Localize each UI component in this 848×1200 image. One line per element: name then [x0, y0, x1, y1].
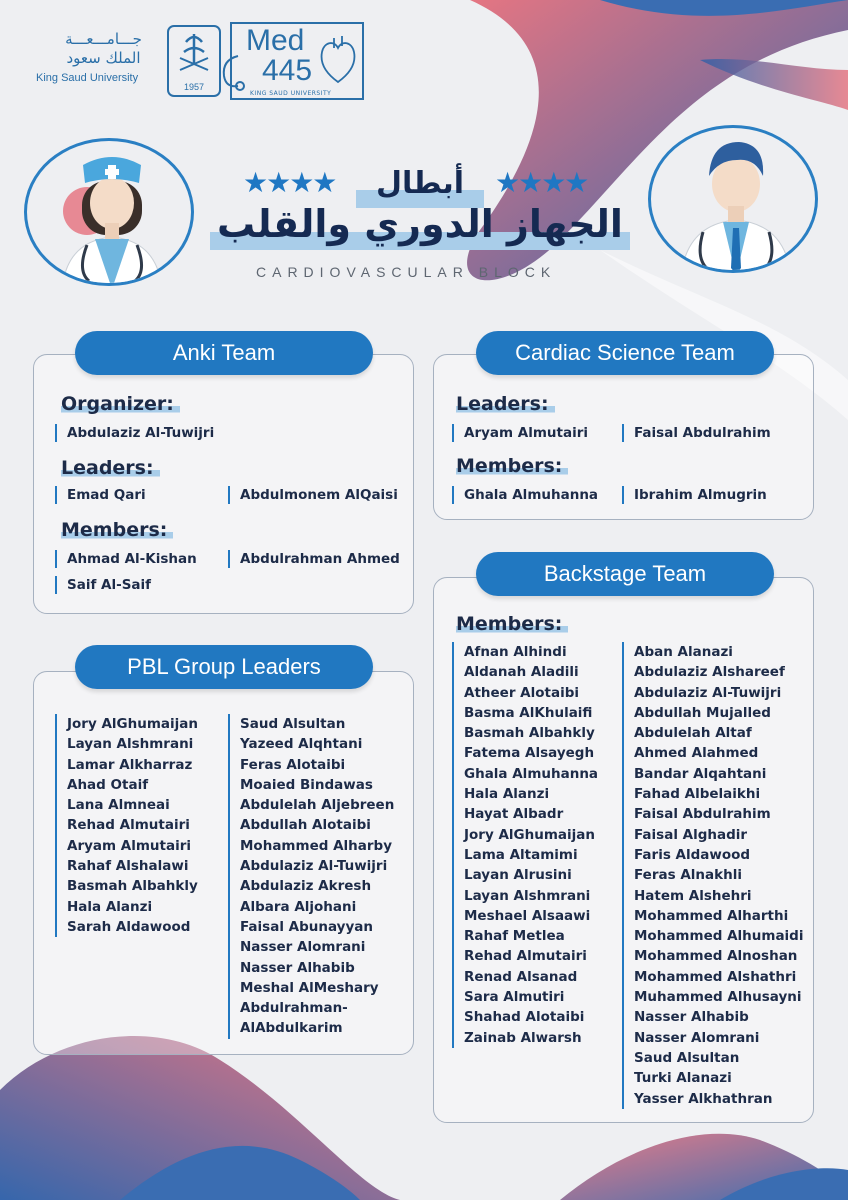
backstage-member: Shahad Alotaibi: [464, 1009, 585, 1026]
pbl-leader: Meshal AlMeshary: [240, 979, 379, 996]
anki-member: Abdulrahman Ahmed: [228, 550, 400, 568]
pbl-leader: Moaied Bindawas: [240, 776, 373, 793]
pbl-leader: Abdullah Alotaibi: [240, 817, 371, 834]
med-logo-text: Med: [246, 24, 305, 57]
cardiac-member: Ghala Almuhanna: [452, 486, 598, 504]
backstage-column-2: [622, 642, 803, 1109]
backstage-column-1: [452, 642, 598, 1048]
backstage-member: Aban Alanazi: [634, 644, 733, 660]
backstage-member: Zainab Alwarsh: [464, 1029, 582, 1046]
pbl-leader: Aryam Almutairi: [67, 837, 192, 854]
backstage-member: Meshael Alsaawi: [464, 907, 591, 924]
svg-text:1957: 1957: [183, 82, 205, 92]
title-line-2: الجهاز الدوري والقلب: [217, 202, 623, 246]
backstage-member: Ahmed Alahmed: [634, 745, 759, 762]
pbl-leader: Abdulrahman-: [240, 1000, 348, 1017]
pbl-leader: Faisal Abunayyan: [240, 918, 373, 935]
cardiac-leader: Faisal Abdulrahim: [622, 424, 771, 442]
backstage-member: Mohammed Alnoshan: [634, 948, 798, 965]
pbl-leader: Hala Alanzi: [67, 898, 153, 915]
cardiac-team-title: Cardiac Science Team: [476, 331, 774, 375]
backstage-member: Hatem Alshehri: [634, 887, 752, 904]
anki-organizer-label: Organizer:: [61, 393, 180, 415]
backstage-member: Hala Alanzi: [464, 786, 550, 803]
backstage-member: Mohammed Alshathri: [634, 968, 797, 985]
pbl-leader: Layan Alshmrani: [67, 736, 194, 753]
backstage-member: Fatema Alsayegh: [464, 745, 595, 762]
backstage-member: Aldanah Aladili: [464, 664, 579, 681]
backstage-member: Abdulaziz Al-Tuwijri: [634, 684, 782, 701]
anki-organizer: Abdulaziz Al-Tuwijri: [55, 424, 214, 442]
pbl-leader: Mohammed Alharby: [240, 837, 393, 854]
backstage-member: Basmah Albahkly: [464, 725, 595, 742]
anki-leader: Abdulmonem AlQaisi: [228, 486, 398, 504]
anki-members-label: Members:: [61, 519, 173, 541]
ksu-logo: [26, 24, 224, 100]
backstage-member: Atheer Alotaibi: [464, 684, 580, 701]
cardiac-member: Ibrahim Almugrin: [622, 486, 767, 504]
backstage-member: Rehad Almutairi: [464, 948, 587, 965]
stethoscope-icon: [218, 54, 246, 94]
pbl-leader: Nasser Alhabib: [240, 959, 355, 976]
stars-left: ★★★★: [243, 166, 336, 199]
backstage-member: Faisal Abdulrahim: [634, 806, 771, 823]
med-logo-subtitle: KING SAUD UNIVERSITY: [250, 90, 332, 97]
backstage-members-label: Members:: [456, 613, 568, 635]
backstage-member: Fahad Albelaikhi: [634, 786, 761, 803]
ksu-arabic-name: جـــامـــعـــة الملك سعود: [65, 30, 142, 67]
backstage-member: Basma AlKhulaifi: [464, 704, 593, 721]
backstage-member: Hayat Albadr: [464, 806, 564, 823]
pbl-leader: Ahad Otaif: [67, 776, 149, 793]
backstage-member: Feras Alnakhli: [634, 867, 742, 884]
pbl-leader: Lamar Alkharraz: [67, 756, 193, 773]
heart-icon: [318, 34, 358, 86]
pbl-leader: Abdulelah Aljebreen: [240, 797, 395, 814]
med-logo-number: 445: [262, 54, 313, 87]
backstage-member: Mohammed Alhumaidi: [634, 928, 804, 945]
pbl-leader: Lana Almneai: [67, 797, 170, 814]
anki-leaders-label: Leaders:: [61, 457, 160, 479]
backstage-member: Renad Alsanad: [464, 968, 578, 985]
pbl-leader: Saud Alsultan: [240, 716, 346, 732]
anki-member: Ahmad Al-Kishan: [55, 550, 197, 568]
backstage-member: Faisal Alghadir: [634, 826, 748, 843]
pbl-column-1: [55, 714, 198, 937]
anki-team-title: Anki Team: [75, 331, 373, 375]
cardiac-leader: Aryam Almutairi: [452, 424, 588, 442]
backstage-member: Nasser Alhabib: [634, 1009, 749, 1026]
title-line-1: أبطال: [375, 166, 465, 201]
pbl-leader: Feras Alotaibi: [240, 756, 346, 773]
backstage-member: Sara Almutiri: [464, 989, 565, 1006]
backstage-member: Rahaf Metlea: [464, 928, 565, 945]
pbl-leader: Abdulaziz Al-Tuwijri: [240, 858, 388, 875]
backstage-member: Muhammed Alhusayni: [634, 989, 802, 1006]
backstage-member: Saud Alsultan: [634, 1049, 740, 1066]
med445-logo: [230, 22, 364, 100]
pbl-column-2: [228, 714, 394, 1039]
backstage-title: Backstage Team: [476, 552, 774, 596]
backstage-member: Afnan Alhindi: [464, 644, 567, 660]
backstage-member: Jory AlGhumaijan: [464, 826, 595, 843]
female-doctor-avatar: [24, 138, 194, 286]
pbl-leader: Nasser Alomrani: [240, 939, 366, 956]
backstage-member: Turki Alanazi: [634, 1070, 732, 1087]
ksu-crest-icon: [166, 24, 222, 98]
backstage-member: Lama Altamimi: [464, 846, 578, 863]
male-doctor-avatar: [648, 125, 818, 273]
pbl-leader: Albara Aljohani: [240, 898, 357, 915]
backstage-member: Layan Alrusini: [464, 867, 572, 884]
pbl-leader: Sarah Aldawood: [67, 918, 191, 935]
backstage-member: Nasser Alomrani: [634, 1029, 760, 1046]
pbl-leader: Basmah Albahkly: [67, 878, 198, 895]
backstage-member: Ghala Almuhanna: [464, 765, 599, 782]
cardiac-members-label: Members:: [456, 455, 568, 477]
anki-member: Saif Al-Saif: [55, 576, 151, 594]
backstage-member: Yasser Alkhathran: [634, 1090, 773, 1107]
backstage-member: Bandar Alqahtani: [634, 765, 767, 782]
subtitle: CARDIOVASCULAR BLOCK: [256, 264, 557, 280]
cardiac-leaders-label: Leaders:: [456, 393, 555, 415]
backstage-member: Layan Alshmrani: [464, 887, 591, 904]
anki-leader: Emad Qari: [55, 486, 146, 504]
pbl-title: PBL Group Leaders: [75, 645, 373, 689]
pbl-leader: Yazeed Alqhtani: [240, 736, 363, 753]
ksu-english-name: King Saud University: [36, 72, 139, 84]
stars-right: ★★★★: [495, 166, 588, 199]
backstage-member: Faris Aldawood: [634, 846, 751, 863]
backstage-member: Mohammed Alharthi: [634, 907, 789, 924]
pbl-leader: AlAbdulkarim: [240, 1020, 343, 1037]
pbl-leader: Rehad Almutairi: [67, 817, 190, 834]
pbl-leader: Abdulaziz Akresh: [240, 878, 372, 895]
pbl-leader: Jory AlGhumaijan: [67, 716, 198, 732]
backstage-member: Abdulelah Altaf: [634, 725, 752, 742]
backstage-member: Abdullah Mujalled: [634, 704, 771, 721]
pbl-leader: Rahaf Alshalawi: [67, 858, 189, 875]
backstage-member: Abdulaziz Alshareef: [634, 664, 785, 681]
